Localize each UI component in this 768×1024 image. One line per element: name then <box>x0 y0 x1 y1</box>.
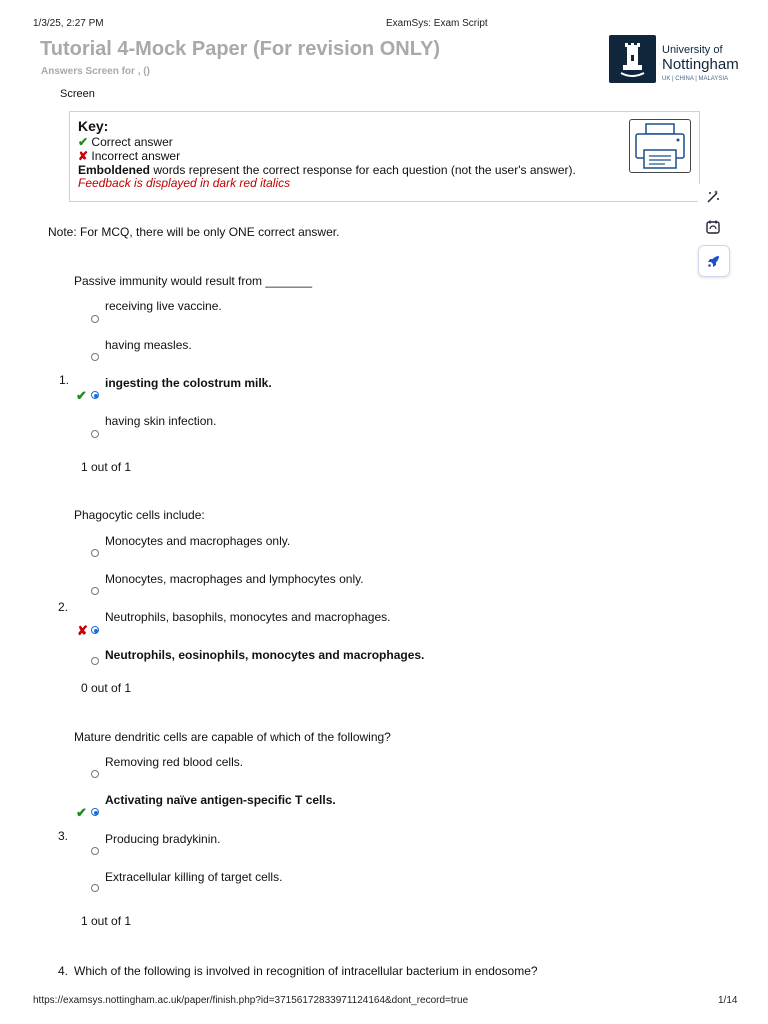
key-emboldened-rest: words represent the correct response for each question (not the user's answer). <box>150 163 576 177</box>
question-1-number: 1. <box>59 373 70 387</box>
q1-option-4-radio[interactable] <box>91 430 99 438</box>
print-datetime: 1/3/25, 2:27 PM <box>33 18 104 29</box>
mcq-note: Note: For MCQ, there will be only ONE correct answer. <box>48 225 340 239</box>
page-title: Tutorial 4-Mock Paper (For revision ONLY) <box>40 38 441 60</box>
cross-icon: ✘ <box>77 623 88 638</box>
check-icon: ✔ <box>76 388 87 403</box>
cross-icon: ✘ <box>78 149 89 163</box>
q1-option-1-radio[interactable] <box>91 315 99 323</box>
rocket-icon <box>706 253 722 269</box>
q1-option-3-radio[interactable] <box>91 391 99 399</box>
q2-option-2-label: Monocytes, macrophages and lymphocytes only. <box>105 572 364 586</box>
question-2-number: 2. <box>58 600 69 614</box>
q2-option-4-radio[interactable] <box>91 657 99 665</box>
rocket-button[interactable] <box>698 245 730 277</box>
printer-icon <box>630 120 690 172</box>
q1-option-4-label: having skin infection. <box>105 414 217 428</box>
question-1-score: 1 out of 1 <box>81 460 132 474</box>
magic-wand-icon <box>705 189 721 205</box>
question-3-text: Mature dendritic cells are capable of which of the following? <box>74 730 391 744</box>
logo-line-3: UK | CHINA | MALAYSIA <box>662 76 729 82</box>
print-button[interactable] <box>629 119 691 173</box>
screen-label: Screen <box>60 88 95 100</box>
check-icon: ✔ <box>78 135 89 149</box>
q2-option-4-label: Neutrophils, eosinophils, monocytes and macrophages. <box>105 648 425 662</box>
q3-option-3-label: Producing bradykinin. <box>105 832 221 846</box>
logo-line-2: Nottingham <box>662 56 739 73</box>
key-title: Key: <box>78 118 109 134</box>
question-1-text: Passive immunity would result from _______ <box>74 274 313 288</box>
q1-option-1-label: receiving live vaccine. <box>105 299 222 313</box>
magic-wand-button[interactable] <box>698 182 728 212</box>
calendar-sync-icon <box>705 219 721 235</box>
question-3-number: 3. <box>58 829 69 843</box>
page-subtitle: Answers Screen for , () <box>41 66 150 77</box>
print-doc-title: ExamSys: Exam Script <box>386 18 488 29</box>
q3-option-4-label: Extracellular killing of target cells. <box>105 870 283 884</box>
university-crest-logo <box>609 35 656 83</box>
q2-option-1-label: Monocytes and macrophages only. <box>105 534 291 548</box>
print-url: https://examsys.nottingham.ac.uk/paper/finish.php?id=37156172833971124164&dont_record=true <box>33 995 469 1006</box>
key-emboldened-row <box>78 163 576 177</box>
print-page-number: 1/14 <box>718 995 738 1006</box>
q3-option-2-label: Activating naïve antigen-specific T cells. <box>105 793 336 807</box>
q3-option-2-radio[interactable] <box>91 808 99 816</box>
q2-option-3-radio[interactable] <box>91 626 99 634</box>
key-correct-label: Correct answer <box>91 135 173 149</box>
key-incorrect-row <box>78 149 180 163</box>
q2-option-1-radio[interactable] <box>91 549 99 557</box>
logo-line-1: University of <box>662 44 723 56</box>
q2-option-2-radio[interactable] <box>91 587 99 595</box>
q1-option-2-radio[interactable] <box>91 353 99 361</box>
q1-option-3-label: ingesting the colostrum milk. <box>105 376 272 390</box>
question-2-score: 0 out of 1 <box>81 681 132 695</box>
q3-option-1-radio[interactable] <box>91 770 99 778</box>
key-correct-row <box>78 135 173 149</box>
calendar-sync-button[interactable] <box>698 212 728 242</box>
check-icon: ✔ <box>76 805 87 820</box>
key-emboldened-word: Emboldened <box>78 163 151 177</box>
question-4-text: Which of the following is involved in recognition of intracellular bacterium in endosome? <box>74 964 538 978</box>
q2-option-3-label: Neutrophils, basophils, monocytes and macrophages. <box>105 610 391 624</box>
question-2-text: Phagocytic cells include: <box>74 508 205 522</box>
q3-option-3-radio[interactable] <box>91 847 99 855</box>
q1-option-2-label: having measles. <box>105 338 192 352</box>
q3-option-4-radio[interactable] <box>91 884 99 892</box>
key-feedback-text: Feedback is displayed in dark red italics <box>78 176 291 190</box>
question-3-score: 1 out of 1 <box>81 914 132 928</box>
key-incorrect-label: Incorrect answer <box>91 149 181 163</box>
q3-option-1-label: Removing red blood cells. <box>105 755 244 769</box>
question-4-number: 4. <box>58 964 69 978</box>
